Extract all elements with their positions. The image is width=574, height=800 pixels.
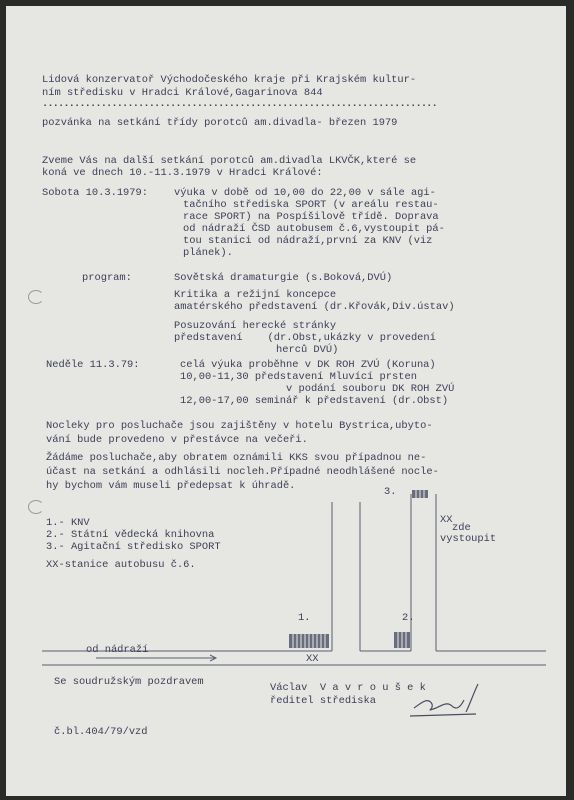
- map-vystoupit-label: vystoupit: [440, 533, 497, 545]
- saturday-line: tou stanici od nádraží,první za KNV (viz: [183, 235, 433, 247]
- saturday-label: Sobota 10.3.1979:: [42, 187, 149, 199]
- notes-line: vání bude provedeno v přestávce na večeři.: [46, 434, 308, 446]
- program-label: program:: [82, 272, 132, 284]
- sunday-label: Neděle 11.3.79:: [46, 359, 140, 371]
- map-from-station-label: od nádraží: [86, 644, 149, 656]
- map-label-knv: 1.: [298, 612, 311, 624]
- subject-line: pozvánka na setkání třídy porotců am.divadla- březen 1979: [42, 117, 398, 129]
- saturday-line: výuka v době od 10,00 do 22,00 v sále agi-: [174, 187, 436, 199]
- saturday-line: od nádraží ČSD autobusem č.6,vystoupit pá-: [183, 223, 445, 235]
- document-page: [6, 6, 566, 796]
- sunday-line: 12,00-17,00 seminář k představení (dr.Obst): [180, 395, 449, 407]
- program-item: herců DVÚ): [276, 344, 339, 356]
- map-label-library: 2.: [402, 612, 415, 624]
- program-item: Posuzování herecké stránky: [174, 320, 337, 332]
- saturday-line: plánek).: [183, 247, 233, 259]
- signatory-title: ředitel střediska: [270, 695, 377, 707]
- map-label-sport: 3.: [384, 486, 397, 498]
- intro-line-2: koná ve dnech 10.-11.3.1979 v Hradci Králové:: [42, 167, 323, 179]
- sunday-line: v podání souboru DK ROH ZVÚ: [286, 383, 455, 395]
- program-item: Sovětská dramaturgie (s.Boková,DVÚ): [174, 272, 393, 284]
- map-bus-stop-mark: XX: [440, 514, 453, 526]
- program-item: představení (dr.Obst,ukázky v provedení: [174, 332, 436, 344]
- header-line-1: Lidová konzervatoř Východočeského kraje při Krajském kultur-: [42, 74, 417, 86]
- program-item: Kritika a režijní koncepce: [174, 289, 337, 301]
- map-zde-label: zde: [452, 522, 471, 534]
- saturday-line: tačního střediska SPORT (v areálu restau-: [183, 199, 439, 211]
- legend-item: 2.- Státní vědecká knihovna: [46, 529, 215, 541]
- handwritten-signature: [406, 678, 486, 724]
- bus-stop-note: XX-stanice autobusu č.6.: [46, 559, 196, 571]
- notes-line: hy bychom vám museli předepsat k úhradě.: [46, 480, 296, 492]
- notes-line: účast na setkání a odhlásili nocleh.Případné neodhlášené nocle-: [46, 466, 439, 478]
- intro-line-1: Zveme Vás na další setkání porotců am.divadla LKVČK,které se: [42, 155, 417, 167]
- notes-line: Nocleky pro posluchače jsou zajištěny v hotelu Bystrica,ubyto-: [46, 420, 433, 432]
- header-dots: ..........................................................................: [42, 98, 437, 110]
- reference-number: č.bl.404/79/vzd: [54, 726, 148, 738]
- signatory-name: Václav V a v r o u š e k: [270, 682, 426, 694]
- header-line-2: ním středisku v Hradci Králové,Gagarinova 844: [42, 87, 323, 99]
- notes-line: Žádáme posluchače,aby obratem oznámili KKS svou případnou ne-: [46, 452, 427, 464]
- map-bus-stop-mark: XX: [306, 653, 319, 665]
- legend-item: 1.- KNV: [46, 517, 90, 529]
- sunday-line: celá výuka proběhne v DK ROH ZVÚ (Koruna): [180, 359, 436, 371]
- closing-greeting: Se soudružským pozdravem: [54, 676, 204, 688]
- program-item: amatérského představení (dr.Křovák,Div.ústav): [174, 301, 455, 313]
- sunday-line: 10,00-11,30 představení Mluvící prsten: [180, 371, 417, 383]
- legend-item: 3.- Agitační středisko SPORT: [46, 541, 221, 553]
- saturday-line: race SPORT) na Pospíšilově třídě. Doprava: [183, 211, 439, 223]
